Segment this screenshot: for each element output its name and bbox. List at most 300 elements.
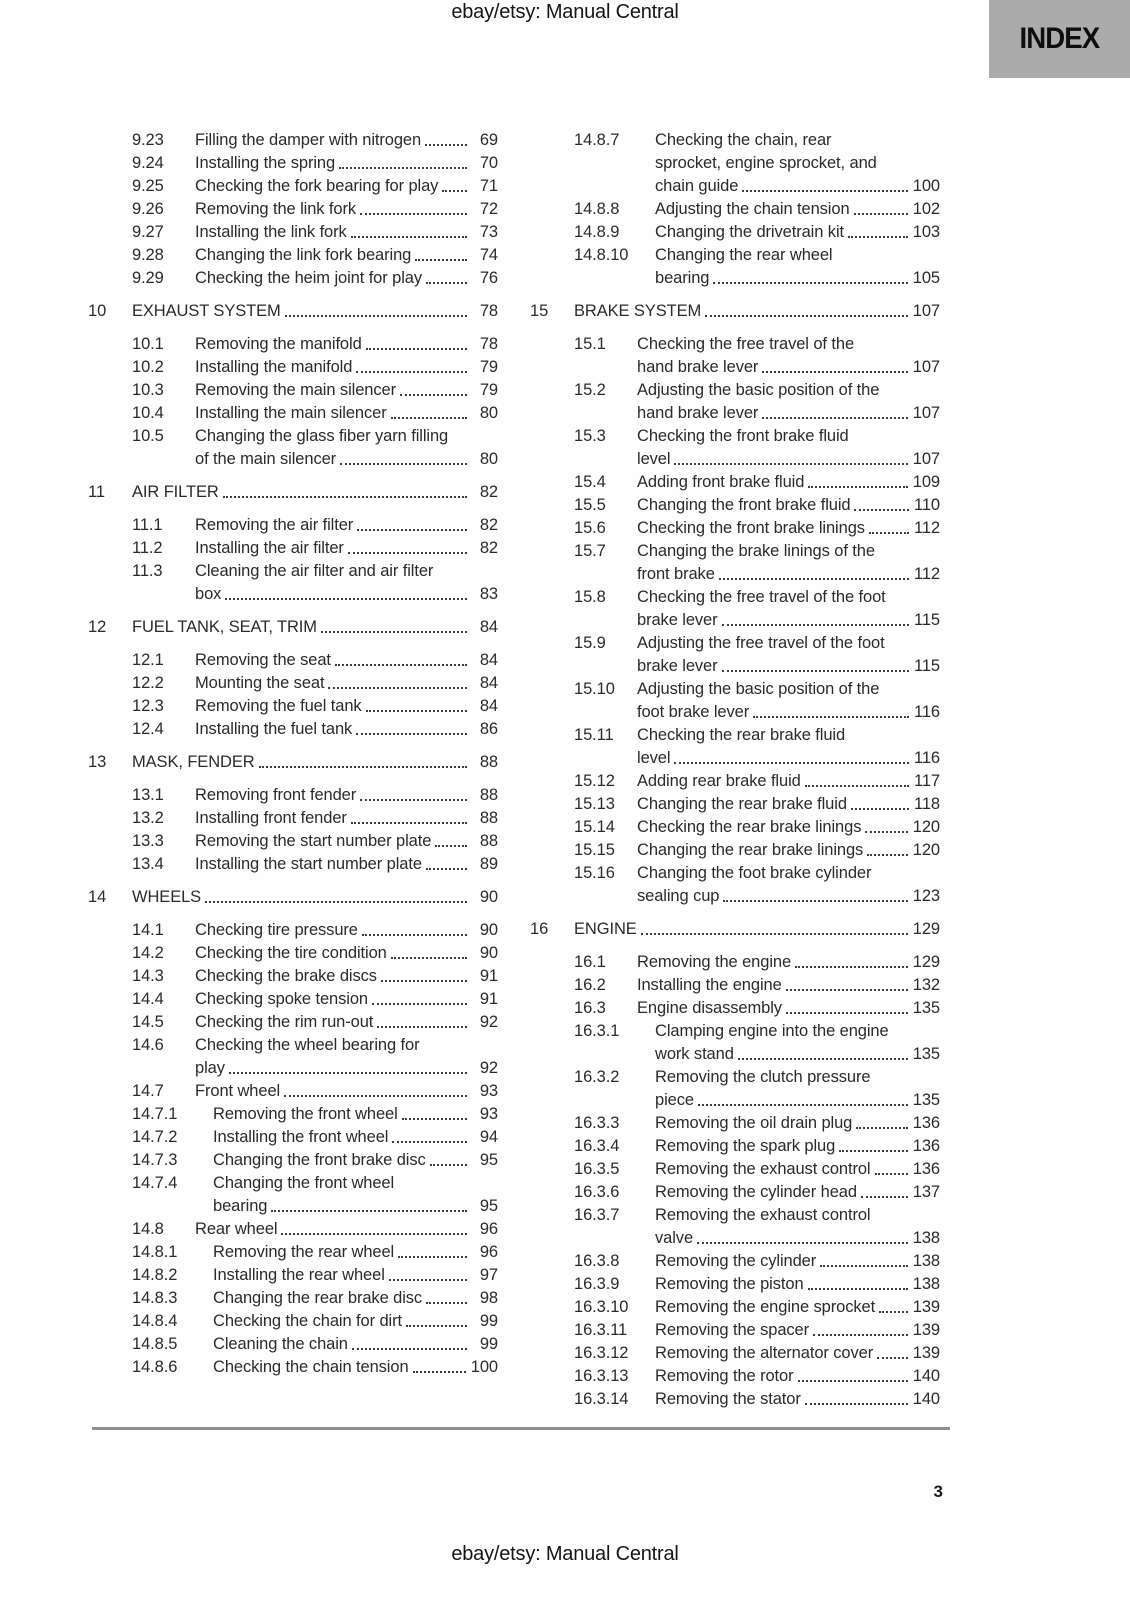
toc-entry (530, 379, 940, 425)
toc-entry-title-line: level (637, 749, 671, 767)
toc-entry-title-line: Removing the engine sprocket (655, 1298, 876, 1316)
dot-leader (360, 799, 467, 801)
toc-entry-page: 84 (479, 651, 498, 669)
toc-entry-title-line: sealing cup (637, 887, 720, 905)
toc-entry-page: 71 (479, 177, 498, 195)
dot-leader (406, 1325, 467, 1327)
toc-entry-title-line: Changing the front brake disc (213, 1151, 426, 1169)
toc-entry-number: 15.5 (574, 496, 606, 514)
toc-entry-page: 92 (479, 1013, 498, 1031)
toc-entry (530, 221, 940, 244)
toc-entry-page: 120 (912, 818, 940, 836)
toc-entry-page: 100 (912, 177, 940, 195)
toc-entry (88, 1264, 498, 1287)
toc-entry-page: 100 (470, 1358, 498, 1376)
toc-entry-page: 95 (479, 1151, 498, 1169)
dot-leader (284, 1095, 467, 1097)
toc-entry-title-line: AIR FILTER (132, 483, 219, 501)
toc-entry-title-line: Changing the rear wheel (655, 246, 833, 264)
toc-entry-title-line: Checking the front brake fluid (637, 427, 849, 445)
toc-entry (88, 1333, 498, 1356)
toc-entry-number: 15.10 (574, 680, 615, 698)
toc-entry-number: 15.16 (574, 864, 615, 882)
toc-entry-page: 107 (912, 358, 940, 376)
dot-leader (225, 598, 467, 600)
dot-leader (321, 631, 467, 633)
toc-entry-title-line: Adding rear brake fluid (637, 772, 801, 790)
toc-entry-title-line: FUEL TANK, SEAT, TRIM (132, 618, 317, 636)
dot-leader (402, 1118, 467, 1120)
toc-entry-number: 16.3.7 (574, 1206, 620, 1224)
toc-entry-title-line: Installing the fuel tank (195, 720, 353, 738)
toc-entry-page: 86 (479, 720, 498, 738)
toc-entry-title-line: bearing (655, 269, 710, 287)
toc-entry-number: 16.3.14 (574, 1390, 629, 1408)
toc-entry-page: 136 (912, 1137, 940, 1155)
dot-leader (442, 190, 467, 192)
toc-entry-number: 16.3.13 (574, 1367, 629, 1385)
dot-leader (820, 1265, 908, 1267)
toc-entry-number: 10.2 (132, 358, 164, 376)
toc-entry-page: 79 (479, 358, 498, 376)
toc-entry-number: 12.4 (132, 720, 164, 738)
toc-entry (530, 425, 940, 471)
toc-entry-page: 79 (479, 381, 498, 399)
toc-entry (530, 471, 940, 494)
dot-leader (854, 213, 908, 215)
toc-entry-number: 14.7.2 (132, 1128, 178, 1146)
toc-entry-number: 16.3 (574, 999, 606, 1017)
toc-entry (88, 1241, 498, 1264)
toc-entry (530, 1342, 940, 1365)
toc-entry-number: 15.9 (574, 634, 606, 652)
toc-entry-page: 137 (912, 1183, 940, 1201)
toc-entry-number: 14.8 (132, 1220, 164, 1238)
dot-leader (723, 900, 907, 902)
toc-entry-page: 91 (479, 990, 498, 1008)
toc-entry-page: 115 (913, 657, 940, 675)
toc-entry-page: 90 (479, 921, 498, 939)
toc-entry-page: 84 (479, 674, 498, 692)
index-tab-label: INDEX (1019, 22, 1100, 55)
dot-leader (205, 901, 467, 903)
dot-leader (697, 1242, 908, 1244)
toc-chapter-entry (88, 481, 498, 504)
toc-entry (530, 494, 940, 517)
footer-rule (92, 1427, 950, 1430)
dot-leader (352, 1348, 467, 1350)
toc-entry-title-line: Installing the engine (637, 976, 782, 994)
toc-entry-title-line: Changing the glass fiber yarn filling (195, 427, 449, 445)
toc-entry-title-line: EXHAUST SYSTEM (132, 302, 281, 320)
toc-chapter-entry (88, 300, 498, 323)
toc-entry-page: 73 (479, 223, 498, 241)
toc-entry-page: 118 (913, 795, 940, 813)
toc-entry-page: 74 (479, 246, 498, 264)
toc-entry (88, 356, 498, 379)
dot-leader (805, 785, 909, 787)
dot-leader (877, 1357, 908, 1359)
toc-entry (88, 718, 498, 741)
toc-entry (530, 724, 940, 770)
toc-entry-page: 138 (912, 1229, 940, 1247)
toc-entry (88, 1103, 498, 1126)
toc-entry-title-line: Adjusting the free travel of the foot (637, 634, 885, 652)
toc-entry-title-line: front brake (637, 565, 715, 583)
toc-entry-number: 12.3 (132, 697, 164, 715)
toc-entry (530, 1365, 940, 1388)
toc-entry (88, 1356, 498, 1379)
dot-leader (430, 1164, 467, 1166)
toc-entry-title-line: Removing the seat (195, 651, 331, 669)
toc-entry (530, 244, 940, 290)
toc-entry-title-line: WHEELS (132, 888, 202, 906)
toc-entry (530, 586, 940, 632)
toc-entry-number: 9.26 (132, 200, 164, 218)
toc-entry-title-line: Removing the spacer (655, 1321, 810, 1339)
toc-entry-title-line: ENGINE (574, 920, 637, 938)
toc-entry-title-line: Changing the rear brake fluid (637, 795, 847, 813)
toc-entry-number: 14.8.9 (574, 223, 620, 241)
toc-entry-title-line: bearing (213, 1197, 268, 1215)
toc-entry (88, 965, 498, 988)
toc-entry-page: 76 (479, 269, 498, 287)
toc-entry (88, 152, 498, 175)
toc-entry-title-line: foot brake lever (637, 703, 750, 721)
toc-entry-title-line: piece (655, 1091, 694, 1109)
toc-entry (530, 1181, 940, 1204)
toc-entry-page: 112 (913, 519, 940, 537)
toc-entry-number: 15.2 (574, 381, 606, 399)
toc-entry-title-line: BRAKE SYSTEM (574, 302, 702, 320)
dot-leader (786, 989, 908, 991)
dot-leader (813, 1334, 908, 1336)
dot-leader (351, 822, 467, 824)
toc-entry-number: 9.25 (132, 177, 164, 195)
toc-entry (88, 175, 498, 198)
toc-entry (530, 517, 940, 540)
toc-entry-title-line: box (195, 585, 222, 603)
toc-entry-number: 12.2 (132, 674, 164, 692)
toc-entry-number: 14.7.4 (132, 1174, 178, 1192)
dot-leader (366, 348, 467, 350)
dot-leader (762, 417, 907, 419)
toc-entry (530, 540, 940, 586)
dot-leader (285, 315, 467, 317)
toc-entry-number: 15.14 (574, 818, 615, 836)
toc-entry (530, 632, 940, 678)
dot-leader (351, 236, 467, 238)
toc-entry-number: 14 (88, 888, 107, 906)
toc-entry (530, 1273, 940, 1296)
toc-chapter-entry (88, 751, 498, 774)
toc-entry-page: 97 (479, 1266, 498, 1284)
toc-entry-number: 16.3.4 (574, 1137, 620, 1155)
toc-entry-page: 107 (912, 450, 940, 468)
toc-entry-title-line: Cleaning the air filter and air filter (195, 562, 434, 580)
toc-entry-title-line: Checking the rear brake linings (637, 818, 862, 836)
toc-entry-page: 115 (913, 611, 940, 629)
toc-entry-number: 14.8.5 (132, 1335, 178, 1353)
dot-leader (366, 710, 467, 712)
dot-leader (415, 259, 467, 261)
dot-leader (223, 496, 467, 498)
toc-entry-number: 14.7 (132, 1082, 164, 1100)
toc-entry-title-line: Changing the rear brake linings (637, 841, 864, 859)
toc-entry-number: 14.8.10 (574, 246, 629, 264)
toc-entry-number: 14.8.1 (132, 1243, 178, 1261)
toc-entry-number: 13.2 (132, 809, 164, 827)
toc-entry-title-line: Clamping engine into the engine (655, 1022, 889, 1040)
toc-entry-title-line: Checking the rim run-out (195, 1013, 374, 1031)
dot-leader (762, 371, 907, 373)
toc-entry-page: 82 (479, 483, 498, 501)
toc-entry-page: 82 (479, 516, 498, 534)
dot-leader (851, 808, 909, 810)
toc-entry-number: 16.3.12 (574, 1344, 629, 1362)
dot-leader (879, 1311, 908, 1313)
toc-entry (530, 951, 940, 974)
toc-entry-number: 15.15 (574, 841, 615, 859)
dot-leader (335, 664, 467, 666)
toc-entry-page: 105 (912, 269, 940, 287)
toc-entry-title-line: Adjusting the basic position of the (637, 381, 880, 399)
toc-entry-page: 82 (479, 539, 498, 557)
toc-entry-title-line: hand brake lever (637, 404, 759, 422)
toc-entry-number: 12.1 (132, 651, 164, 669)
toc-entry (88, 807, 498, 830)
dot-leader (698, 1104, 908, 1106)
dot-leader (377, 1026, 467, 1028)
toc-entry-number: 16 (530, 920, 549, 938)
dot-leader (426, 282, 467, 284)
toc-entry (88, 514, 498, 537)
dot-leader (328, 687, 467, 689)
toc-entry-page: 90 (479, 944, 498, 962)
toc-entry-page: 138 (912, 1275, 940, 1293)
dot-leader (392, 1141, 467, 1143)
toc-entry (88, 198, 498, 221)
toc-columns (88, 129, 940, 1411)
toc-entry-number: 14.2 (132, 944, 164, 962)
toc-entry-number: 15.3 (574, 427, 606, 445)
toc-entry-number: 15.6 (574, 519, 606, 537)
toc-chapter-entry (530, 300, 940, 323)
toc-entry-title-line: Removing the rear wheel (213, 1243, 395, 1261)
dot-leader (413, 1371, 466, 1373)
dot-leader (357, 529, 467, 531)
dot-leader (425, 144, 467, 146)
toc-entry-number: 9.29 (132, 269, 164, 287)
toc-entry-number: 16.3.6 (574, 1183, 620, 1201)
toc-entry-page: 70 (479, 154, 498, 172)
toc-entry-title-line: Adjusting the chain tension (655, 200, 850, 218)
dot-leader (808, 486, 907, 488)
toc-entry-number: 14.4 (132, 990, 164, 1008)
toc-entry-page: 135 (912, 1045, 940, 1063)
toc-entry-title-line: Removing the air filter (195, 516, 354, 534)
toc-entry (88, 695, 498, 718)
dot-leader (435, 845, 467, 847)
toc-entry-number: 14.8.7 (574, 131, 620, 149)
toc-entry-page: 135 (912, 1091, 940, 1109)
toc-entry (530, 1388, 940, 1411)
toc-entry (88, 379, 498, 402)
footer-title: ebay/etsy: Manual Central (451, 1543, 679, 1565)
toc-entry-number: 9.24 (132, 154, 164, 172)
dot-leader (362, 934, 467, 936)
toc-entry-number: 11.2 (132, 539, 163, 557)
toc-entry-title-line: Checking the free travel of the (637, 335, 855, 353)
toc-entry-page: 88 (479, 786, 498, 804)
toc-entry-title-line: Checking the wheel bearing for (195, 1036, 420, 1054)
toc-entry-title-line: hand brake lever (637, 358, 759, 376)
toc-entry (88, 649, 498, 672)
toc-entry-title-line: Removing the stator (655, 1390, 801, 1408)
toc-entry (88, 830, 498, 853)
toc-entry-page: 83 (479, 585, 498, 603)
toc-entry-title-line: Checking the chain, rear (655, 131, 832, 149)
toc-entry-page: 98 (479, 1289, 498, 1307)
toc-entry-title-line: Installing front fender (195, 809, 347, 827)
toc-entry-page: 140 (912, 1390, 940, 1408)
toc-entry-title-line: play (195, 1059, 225, 1077)
toc-entry-title-line: Installing the manifold (195, 358, 353, 376)
toc-entry-title-line: chain guide (655, 177, 739, 195)
dot-leader (372, 1003, 467, 1005)
toc-entry-page: 107 (912, 404, 940, 422)
toc-entry (88, 1172, 498, 1218)
toc-entry-page: 78 (479, 302, 498, 320)
index-tab (989, 0, 1130, 78)
toc-entry-title-line: Engine disassembly (637, 999, 782, 1017)
dot-leader (722, 670, 909, 672)
toc-entry-title-line: Installing the start number plate (195, 855, 422, 873)
toc-entry-number: 12 (88, 618, 107, 636)
toc-entry-title-line: Removing the oil drain plug (655, 1114, 853, 1132)
toc-entry-number: 16.3.1 (574, 1022, 620, 1040)
toc-entry-page: 78 (479, 335, 498, 353)
toc-entry-page: 110 (913, 496, 940, 514)
toc-entry-title-line: Installing the front wheel (213, 1128, 389, 1146)
toc-entry-page: 80 (479, 450, 498, 468)
toc-entry-title-line: Checking the tire condition (195, 944, 387, 962)
toc-entry-title-line: Checking spoke tension (195, 990, 368, 1008)
toc-entry-title-line: Changing the foot brake cylinder (637, 864, 872, 882)
toc-entry-title-line: Checking the brake discs (195, 967, 377, 985)
dot-leader (839, 1150, 908, 1152)
toc-entry (88, 560, 498, 606)
toc-entry-page: 88 (479, 832, 498, 850)
toc-entry (530, 1135, 940, 1158)
toc-entry-page: 138 (912, 1252, 940, 1270)
toc-entry-number: 13 (88, 753, 107, 771)
toc-entry-page: 96 (479, 1220, 498, 1238)
toc-entry (530, 129, 940, 198)
toc-entry-number: 14.1 (132, 921, 164, 939)
toc-entry-title-line: Removing the cylinder (655, 1252, 817, 1270)
toc-entry-page: 136 (912, 1114, 940, 1132)
dot-leader (641, 933, 908, 935)
dot-leader (705, 315, 908, 317)
toc-entry-number: 15 (530, 302, 549, 320)
toc-entry-number: 10.1 (132, 335, 164, 353)
toc-entry-title-line: Checking the heim joint for play (195, 269, 423, 287)
toc-entry-title-line: Removing front fender (195, 786, 357, 804)
toc-entry (530, 816, 940, 839)
toc-entry-page: 93 (479, 1082, 498, 1100)
toc-entry (88, 537, 498, 560)
toc-entry-title-line: Changing the drivetrain kit (655, 223, 844, 241)
toc-entry-page: 99 (479, 1335, 498, 1353)
dot-leader (674, 463, 907, 465)
toc-entry (530, 333, 940, 379)
toc-entry-title-line: Removing the rotor (655, 1367, 794, 1385)
toc-entry-number: 16.3.3 (574, 1114, 620, 1132)
toc-entry-page: 112 (913, 565, 940, 583)
toc-entry-page: 96 (479, 1243, 498, 1261)
toc-entry-title-line: Mounting the seat (195, 674, 325, 692)
toc-entry-title-line: Removing the front wheel (213, 1105, 398, 1123)
toc-entry-page: 102 (912, 200, 940, 218)
toc-entry-title-line: Rear wheel (195, 1220, 278, 1238)
toc-entry-page: 139 (912, 1344, 940, 1362)
toc-entry-title-line: MASK, FENDER (132, 753, 255, 771)
toc-entry-title-line: Changing the brake linings of the (637, 542, 875, 560)
toc-entry-number: 14.5 (132, 1013, 164, 1031)
toc-entry-title-line: Removing the exhaust control (655, 1206, 871, 1224)
toc-entry (88, 919, 498, 942)
toc-entry-page: 84 (479, 697, 498, 715)
toc-entry-title-line: Installing the air filter (195, 539, 344, 557)
toc-entry-number: 11.1 (132, 516, 163, 534)
toc-entry-page: 94 (479, 1128, 498, 1146)
toc-chapter-entry (530, 918, 940, 941)
toc-entry-page: 103 (912, 223, 940, 241)
dot-leader (339, 167, 467, 169)
toc-entry-number: 10.3 (132, 381, 164, 399)
toc-entry-number: 13.1 (132, 786, 164, 804)
toc-entry-number: 15.1 (574, 335, 606, 353)
toc-entry-number: 16.3.5 (574, 1160, 620, 1178)
toc-chapter-entry (88, 616, 498, 639)
toc-entry-title-line: Removing the spark plug (655, 1137, 836, 1155)
toc-entry-title-line: Removing the fuel tank (195, 697, 362, 715)
toc-entry-title-line: Checking the chain for dirt (213, 1312, 402, 1330)
toc-entry-number: 16.1 (574, 953, 606, 971)
toc-entry (88, 425, 498, 471)
dot-leader (865, 831, 907, 833)
toc-entry-title-line: Adding front brake fluid (637, 473, 805, 491)
toc-entry-page: 109 (912, 473, 940, 491)
toc-entry (530, 1250, 940, 1273)
dot-leader (742, 190, 907, 192)
page-number: 3 (933, 1482, 943, 1501)
toc-entry-number: 14.7.1 (132, 1105, 178, 1123)
toc-right-column (530, 129, 940, 1411)
toc-entry-number: 13.4 (132, 855, 164, 873)
dot-leader (713, 282, 907, 284)
toc-entry (530, 1158, 940, 1181)
dot-leader (867, 854, 908, 856)
dot-leader (738, 1058, 908, 1060)
toc-entry (530, 793, 940, 816)
toc-entry-title-line: brake lever (637, 611, 718, 629)
toc-entry-number: 9.27 (132, 223, 164, 241)
toc-entry (530, 1319, 940, 1342)
toc-entry (88, 1011, 498, 1034)
toc-entry-number: 16.3.8 (574, 1252, 620, 1270)
